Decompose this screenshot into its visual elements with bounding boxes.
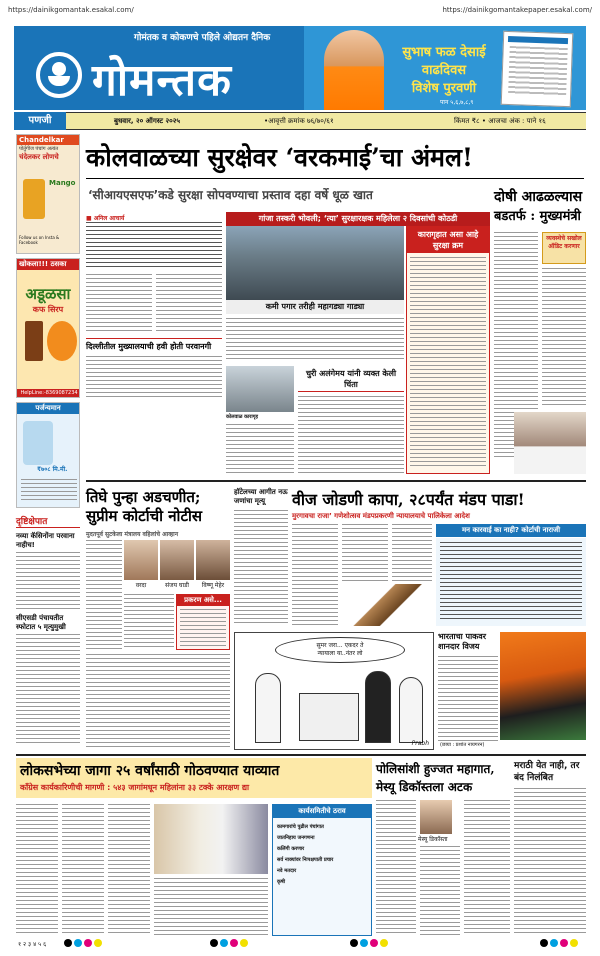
loksabha-text [154,878,268,936]
loksabha-text [16,804,58,936]
police-headline-line2: मेस्यू डिकॉस्तला अटक [376,780,473,794]
accused-photo [420,800,452,834]
promo-portrait [324,30,384,110]
resolution-item: कृषी [277,879,286,885]
lead-headline: कोलवाळच्या सुरक्षेवर ‘वरकमाई’चा अंमल! [86,143,473,172]
loksabha-subhead: काँग्रेस कार्यकारिणीची मागणी : ५४३ जागांमधून महिलांना ३३ टक्के आरक्षण द्या [20,783,250,792]
lead-text-col1 [86,274,152,334]
loksabha-header [16,758,372,798]
resolutions-box [272,804,372,936]
registration-mark [360,939,368,947]
ad-sub: पोर्तुगीज पंचांग अत्यंत [19,146,59,152]
promo-line: वाढदिवस [421,63,467,78]
resolution-item: कलिंगी करणार [277,846,305,852]
offer-badge [47,321,77,361]
loksabha-headline: लोकसभेच्या जागा २५ वर्षांसाठी गोठवण्यात याव्यात [20,763,280,779]
football-caption: (छाया : प्रशांत नायगरन) [440,742,485,748]
resolution-item: कामगारांचे पुढील पंचांगात [277,824,324,830]
date: बुधवार, २० ऑगस्ट २०२५ [114,117,181,125]
glance-title: दृष्टिक्षेपात [16,514,80,528]
case-box-text [180,609,226,649]
photo-text [226,318,404,362]
registration-mark [550,939,558,947]
rule [16,754,586,756]
police-headline [376,760,510,796]
chandelkar-ad [16,134,80,254]
hotel-text [234,510,288,626]
registration-mark [370,939,378,947]
registration-mark [560,939,568,947]
jail-security-box [406,226,490,474]
price-meta: किंमत ₹८ • आजचा अंक : पाने १६ [454,117,546,125]
wrong-box-title: चुरी अलंगेमय यांनी व्यक्त केली चिंता [298,368,404,392]
case-box [176,594,230,650]
marathi-text [514,788,586,936]
cartoon-desk [299,693,359,741]
cm-headline [494,188,586,226]
byline: ■ अनिल आचार्य [86,215,125,222]
jar-image [23,179,45,219]
resolution-item: सर्व नाक्यांवर निःपक्षपाती प्रचार [277,857,334,863]
delhi-box-text [86,356,222,400]
wrong-box-text [298,396,404,474]
city: पणजी [14,112,66,130]
left-url: https://dainikgomantak.esakal.com/ [8,6,134,14]
dateline [14,112,586,130]
police-text [420,846,460,936]
ad-brand: Chandelkar [17,135,79,145]
power-headline: वीज जोडणी कापा, २८पर्यंत मंडप पाडा! [292,490,525,509]
delhi-box-title: दिल्लीतील मुख्यालयाची हवी होती परवानगी [86,338,222,352]
cartoon-signature: Prabh [411,740,429,747]
speech-bubble [275,637,405,663]
accused-name: मेस्यू डिकॉस्ता [418,836,448,843]
promo-line: विशेष पुरवणी [411,81,477,96]
page-numbers: १ २ ३ ४ ५ ६ [18,941,47,948]
right-url: https://dainikgomantakepaper.esakal.com/ [442,6,592,14]
tagline: गोमंतक व कोकणचे पहिले ओद्यतन दैनिक [134,33,271,43]
ad-product: चंदेलकर लोणचे [19,153,59,161]
power-text [392,524,432,582]
sc-headline [86,488,230,526]
registration-mark [210,939,218,947]
registration-mark [570,939,578,947]
congress-leaders-photo [154,804,268,874]
resolutions-list [273,818,371,892]
promo-thumbnail [501,31,574,107]
photo-banner: गांजा तस्करी भोवली; ‘त्या’ सुरक्षारक्षक महिलेला २ दिवसांची कोठडी [226,212,490,226]
weather-title: पर्जन्यमान [17,403,79,414]
sc-text [86,654,230,748]
photo-caption: कमी पगार तरीही महागड्या गाड्या [226,300,404,314]
glance-item: सीएसडी पंचायतीत स्फोटात ५ मृत्युमुखी [16,614,66,631]
registration-mark [540,939,548,947]
power-side-title: मन कारवाई का नाही? कोर्टाची नाराजी [436,524,586,537]
weather-box [16,402,80,508]
resolutions-title: कार्यसमितीचे ठराव [273,805,371,818]
jail-photo [226,366,294,412]
loksabha-text [62,804,104,936]
sc-text [86,540,122,650]
edition: •आवृत्ती क्रमांक ७६/७०/६१ [264,117,334,125]
power-subhead: मुरगावचा राजा’ गणेशोत्सव मंडपप्रकरणी न्यायालयाचे पालिकेला आदेश [292,512,470,520]
registration-mark [380,939,388,947]
lead-text-col2 [156,274,222,334]
masthead-brand [14,26,304,110]
ad-title: खोकला!!! ठसका [17,259,79,270]
power-side-box [436,538,586,626]
person-name: वरदा [135,582,147,589]
sc-subhead: मुदतपूर्व सुटकेला मंत्रालय वहिलांचे आव्हान [86,531,179,538]
registration-mark [94,939,102,947]
person-photo [196,540,230,580]
power-text [292,524,338,626]
lead-intro-text [86,222,222,270]
glance-text [16,634,80,744]
promo-line: सुभाष फळ देसाई [402,45,486,60]
person-photo [124,540,158,580]
cartoon-figure [365,671,391,743]
masthead-promo [304,26,586,110]
person-photo [160,540,194,580]
weather-text [21,479,77,503]
audit-box-title: व्यवस्थेचे सखोल ऑडिट करणार [542,232,586,264]
person-name: संजय घाडी [165,582,189,589]
speech-line: सुमर जरा... एकदर ते [316,642,364,649]
jail-box-text [410,257,486,467]
police-photo [226,226,404,300]
helpline: HelpLine:-8369087234 [17,389,80,397]
police-text [464,800,510,936]
football-headline: भारताचा पाकवर शानदार विजय [438,632,487,651]
cm-photo [514,412,586,474]
jail-box-title: कारागृहात असा आहे सुरक्षा क्रम [407,227,489,253]
rule [86,480,586,482]
resolution-item: नवे मतदार [277,868,297,874]
glance-item: नव्या कॅसिनोंना परवाना नाहीच! [16,532,75,549]
promo-text [400,44,488,98]
registration-mark [230,939,238,947]
ad-tag: कफ सिरप [32,305,64,314]
registration-mark [240,939,248,947]
power-side-text [440,542,582,620]
paper-name: गोमन्तक [92,55,232,106]
bottle-image [25,321,43,361]
case-box-title: प्रकरण असे... [177,595,229,606]
person-name: विष्णू मेहेर [201,582,225,589]
sc-text [124,594,174,650]
hotel-headline: हॉटेलच्या आगीत नऊ जणांचा मृत्यू [234,488,288,505]
registration-mark [350,939,358,947]
promo-pages: पान ५,६,७,८,९ [440,99,474,106]
police-text [376,800,416,936]
registration-mark [64,939,72,947]
jail-photo-text [226,424,294,474]
registration-mark [220,939,228,947]
ad-mango: Mango [49,179,76,187]
marathi-headline: मराठी येत नाही, तर बंद निलंबित [514,761,580,783]
loksabha-text [108,804,150,936]
adulsa-ad [16,258,80,398]
sc-headline-line1: तिघे पुन्हा अडचणीत; [86,488,201,506]
lead-subhead: ‘सीआयएसएफ’कडे सुरक्षा सोपवण्याचा प्रस्ताव दहा वर्षे धूळ खात [88,188,373,202]
goa-map-icon [23,421,53,465]
cm-headline-line1: दोषी आढळल्यास [494,189,583,205]
jail-photo-caption: कोलवाळ कारागृह [226,414,259,420]
logo-icon [36,52,82,98]
ad-follow: Follow us on Insta & Facebook [19,235,60,245]
masthead [14,26,586,110]
audit-box-text [542,268,586,408]
resolution-item: जातनिहाय जनगणना [277,835,315,841]
weather-value: ₹७०८ मि.मी. [37,466,68,473]
speech-line: न्यायाला या..नंतर लो [317,650,363,657]
registration-mark [84,939,92,947]
power-text [342,524,388,582]
cartoon-figure [399,677,423,743]
football-photo [500,632,586,740]
glance-text [16,552,80,612]
police-headline-line1: पोलिसांशी हुज्जत महागात, [376,762,495,776]
registration-mark [74,939,82,947]
cartoon [234,632,434,750]
football-text [438,656,498,742]
cartoon-figure [255,673,281,743]
gavel-icon [342,584,432,626]
sc-headline-line2: सुप्रीम कोर्टाची नोटीस [86,507,203,525]
cm-headline-line2: बडतर्फ : मुख्यमंत्री [494,209,581,224]
rule [86,178,584,179]
ad-brand: अडूळसा [25,285,71,303]
